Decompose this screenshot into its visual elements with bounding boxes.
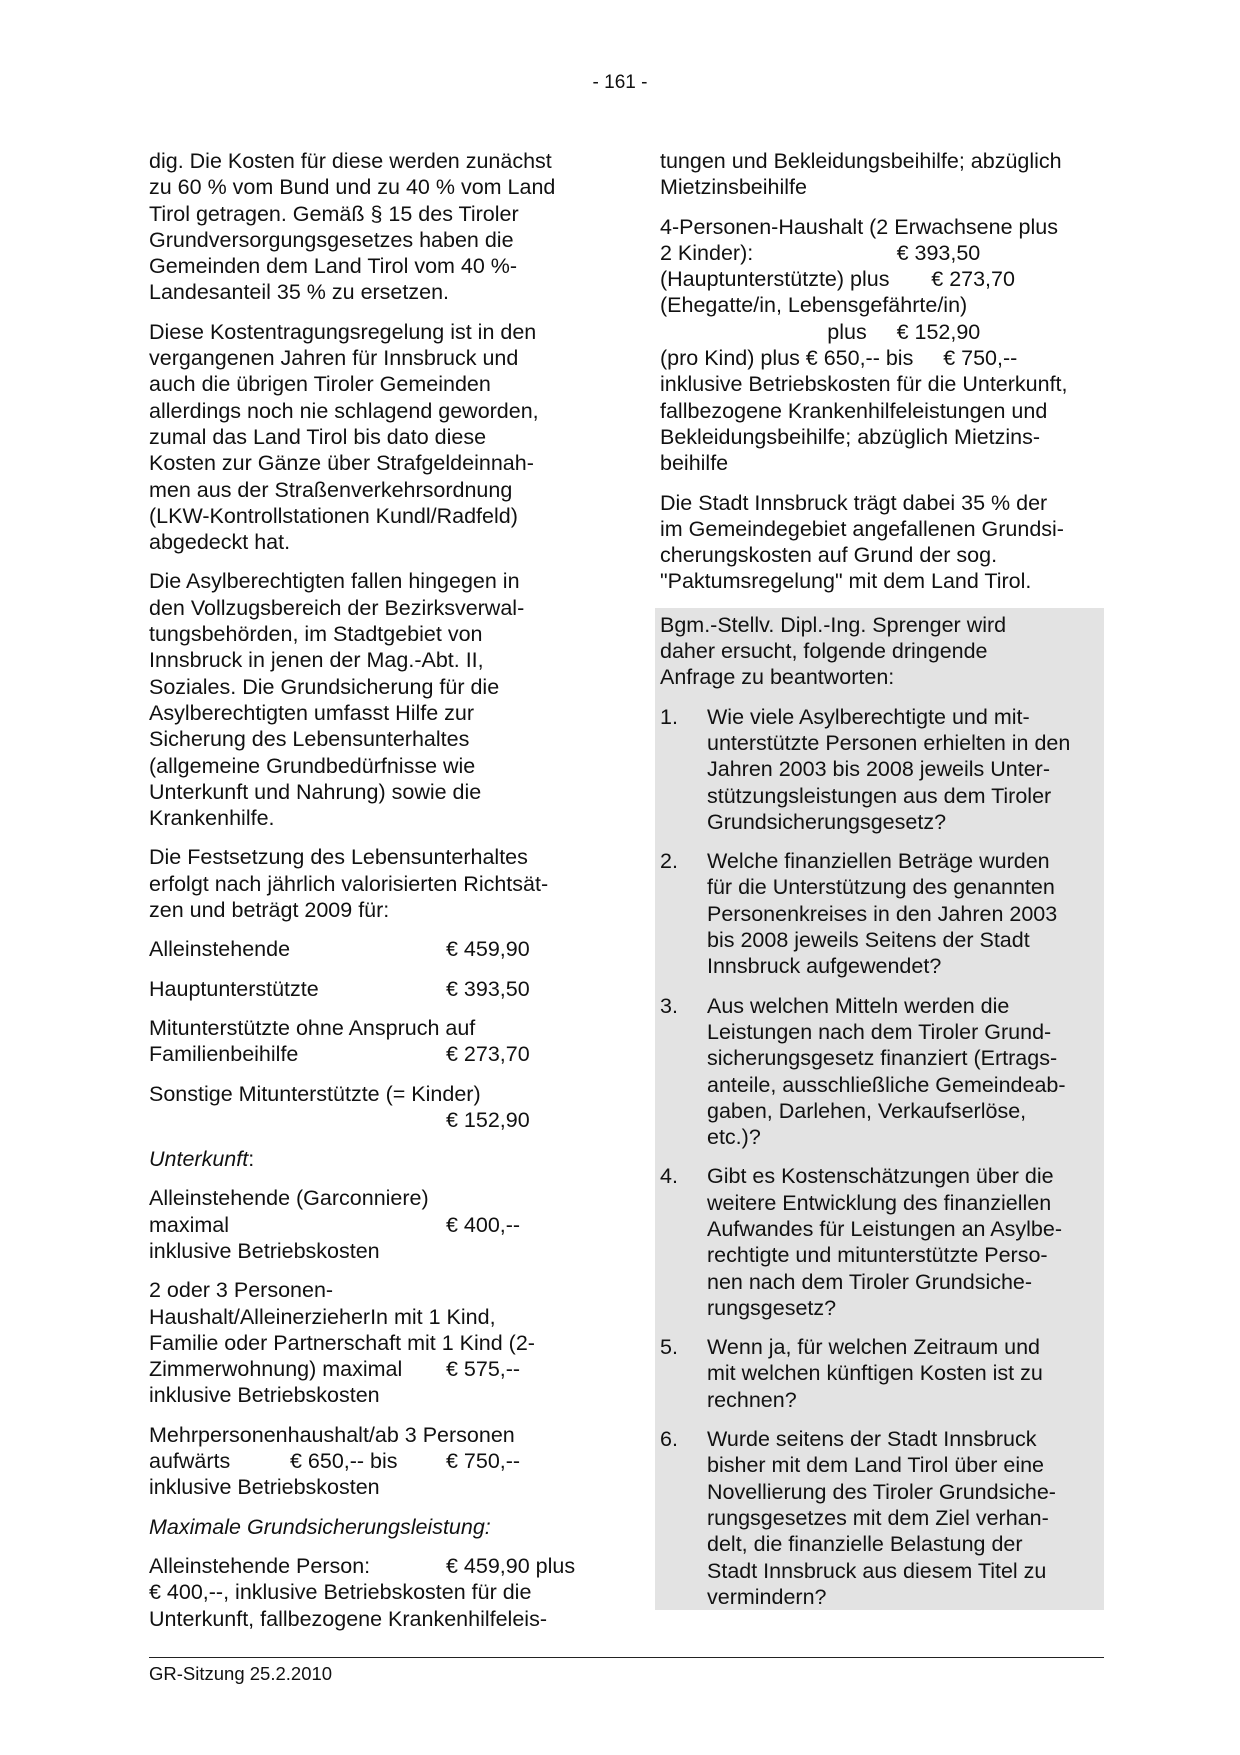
accommodation-heading: Unterkunft: [149, 1147, 255, 1172]
question-text: Wenn ja, für welchen Zeitraum und mit welchen künftigen Kosten ist zu rechnen? [707, 1335, 1043, 1412]
rate-label-line: Mitunterstützte ohne Anspruch auf [149, 1015, 476, 1040]
question-item [660, 848, 1102, 979]
paragraph-asylum-recipients: Die Asylberechtigten fallen hingegen in den Vollzugsbereich der Bezirksverwal- tungsbehörden, im Stadtgebiet von Innsbruck in jenen der Mag.-Abt. II, Soziales. Die Grundsicherung für die Asylberechtigten umfasst Hilfe zur Sicherung des Lebensunterhaltes (allgemeine Grundbedürfnisse wie Unterkunft und Nahrung) sowie die Krankenhilfe. [149, 569, 525, 831]
question-number: 6. [660, 1427, 678, 1452]
right-column [660, 148, 1104, 1610]
page-number: - 161 - [592, 72, 648, 93]
question-number: 4. [660, 1164, 678, 1189]
rate-label: Familienbeihilfe [149, 1042, 299, 1067]
rate-value: € 459,90 [446, 937, 530, 962]
footer-divider [149, 1657, 1104, 1658]
accommodation-label: Zimmerwohnung) maximal [149, 1357, 403, 1382]
accommodation-multi-person: Mehrpersonenhaushalt/ab 3 Personen aufwärts € 650,-- bis € 750,-- inklusive Betriebskosten [149, 1422, 521, 1500]
rate-value: € 393,50 [446, 976, 530, 1001]
question-item [660, 993, 1102, 1151]
footer-meeting-date: GR-Sitzung 25.2.2010 [149, 1663, 333, 1684]
accommodation-label: aufwärts € 650,-- bis [149, 1449, 398, 1474]
question-text: Welche finanziellen Beträge wurden für die Unterstützung des genannten Personenkreises in den Jahren 2003 bis 2008 jeweils Seitens der Stadt Innsbruck aufgewendet? [707, 849, 1058, 979]
max-benefit-label: Alleinstehende Person: [149, 1553, 371, 1578]
accommodation-2-3-persons: 2 oder 3 Personen- Haushalt/AlleinerzieherIn mit 1 Kind, Familie oder Partnerschaft mit 1 Kind (2- Zimmerwohnung) maximal € 575,-- inklusive Betriebskosten [149, 1278, 535, 1408]
question-item [660, 1163, 1102, 1321]
rate-label: Alleinstehende [149, 937, 291, 962]
paragraph-cost-sharing: dig. Die Kosten für diese werden zunächst zu 60 % vom Bund und zu 40 % vom Land Tirol getragen. Gemäß § 15 des Tiroler Grundversorgungsgesetzes haben die Gemeinden dem Land Tirol vom 40 %- Landesanteil 35 % zu ersetzen. [149, 149, 556, 305]
accommodation-single: Alleinstehende (Garconniere) maximal € 400,-- inklusive Betriebskosten [149, 1186, 521, 1263]
rate-single [149, 936, 589, 962]
rate-value: € 273,70 [446, 1042, 530, 1067]
rate-co-supported [149, 1015, 589, 1068]
rate-label: Sonstige Mitunterstützte (= Kinder) [149, 1081, 481, 1106]
inquiry-box [655, 608, 1104, 1610]
max-benefit-single: Alleinstehende Person: € 459,90 plus € 400,--, inklusive Betriebskosten für die Unterkunft, fallbezogene Krankenhilfeleis- [149, 1553, 576, 1631]
max-benefit-heading: Maximale Grundsicherungsleistung: [149, 1514, 491, 1539]
paragraph-city-share: Die Stadt Innsbruck trägt dabei 35 % der im Gemeindegebiet angefallenen Grundsi- cherungskosten auf Grund der sog. "Paktumsregelung" mit dem Land Tirol. [660, 490, 1064, 594]
rate-label: Hauptunterstützte [149, 976, 319, 1001]
question-number: 3. [660, 993, 678, 1018]
paragraph-four-person-household: 4-Personen-Haushalt (2 Erwachsene plus 2 Kinder): € 393,50 (Hauptunterstützte) plus € 273,70 (Ehegatte/in, Lebensgefährte/in) plus € 152,90 (pro Kind) plus € 650,-- bis € 750,-- inklusive Betriebskosten für die Unterkunft, fallbezogene Krankenhilfeleistungen und Bekleidungsbeihilfe; abzüglich Mietzins- beihilfe [660, 214, 1068, 476]
question-number: 2. [660, 849, 678, 874]
accommodation-value: € 750,-- [446, 1449, 521, 1474]
left-column [149, 148, 589, 1645]
accommodation-value: € 575,-- [446, 1357, 521, 1382]
accommodation-value: € 400,-- [446, 1212, 521, 1237]
question-list [660, 704, 1102, 1611]
question-item [660, 704, 1102, 835]
question-item [660, 1426, 1102, 1610]
rate-main-supported [149, 976, 589, 1002]
paragraph-continuation: tungen und Bekleidungsbeihilfe; abzüglich Mietzinsbeihilfe [660, 149, 1062, 200]
question-text: Aus welchen Mitteln werden die Leistungen nach dem Tiroler Grund- sicherungsgesetz finanziert (Ertrags- anteile, ausschließliche Gemeindeab- gaben, Darlehen, Verkaufserlöse, etc.)? [707, 993, 1066, 1150]
question-text: Gibt es Kostenschätzungen über die weitere Entwicklung des finanziellen Aufwandes für Leistungen an Asylbe- rechtigte und mitunterstützte Perso- nen nach dem Tiroler Grundsiche- rungsgesetz? [707, 1164, 1062, 1320]
question-text: Wie viele Asylberechtigte und mit- unterstützte Personen erhielten in den Jahren 2003 bis 2008 jeweils Unter- stützungsleistungen aus dem Tiroler Grundsicherungsgesetz? [707, 704, 1071, 834]
rate-value: € 152,90 [446, 1107, 530, 1132]
question-number: 5. [660, 1335, 678, 1360]
question-item [660, 1334, 1102, 1413]
accommodation-label: maximal [149, 1212, 230, 1237]
max-benefit-value: € 459,90 plus [446, 1553, 576, 1578]
question-text: Wurde seitens der Stadt Innsbruck bisher mit dem Land Tirol über eine Novellierung des Tiroler Grundsiche- rungsgesetzes mit dem Ziel verhan- delt, die finanzielle Belastung der Stadt Innsbruck aus diesem Titel zu vermindern? [707, 1427, 1056, 1609]
paragraph-cost-regulation: Diese Kostentragungsregelung ist in den vergangenen Jahren für Innsbruck und auch die übrigen Tiroler Gemeinden allerdings noch nie schlagend geworden, zumal das Land Tirol bis dato diese Kosten zur Gänze über Strafgeldeinnah- men aus der Straßenverkehrsordnung (LKW-Kontrollstationen Kundl/Radfeld) abgedeckt hat. [149, 319, 539, 555]
rate-children [149, 1081, 589, 1134]
question-number: 1. [660, 704, 678, 729]
inquiry-intro: Bgm.-Stellv. Dipl.-Ing. Sprenger wird daher ersucht, folgende dringende Anfrage zu beantworten: [660, 612, 1007, 690]
paragraph-rates-intro: Die Festsetzung des Lebensunterhaltes erfolgt nach jährlich valorisierten Richtsät- zen und beträgt 2009 für: [149, 845, 549, 923]
